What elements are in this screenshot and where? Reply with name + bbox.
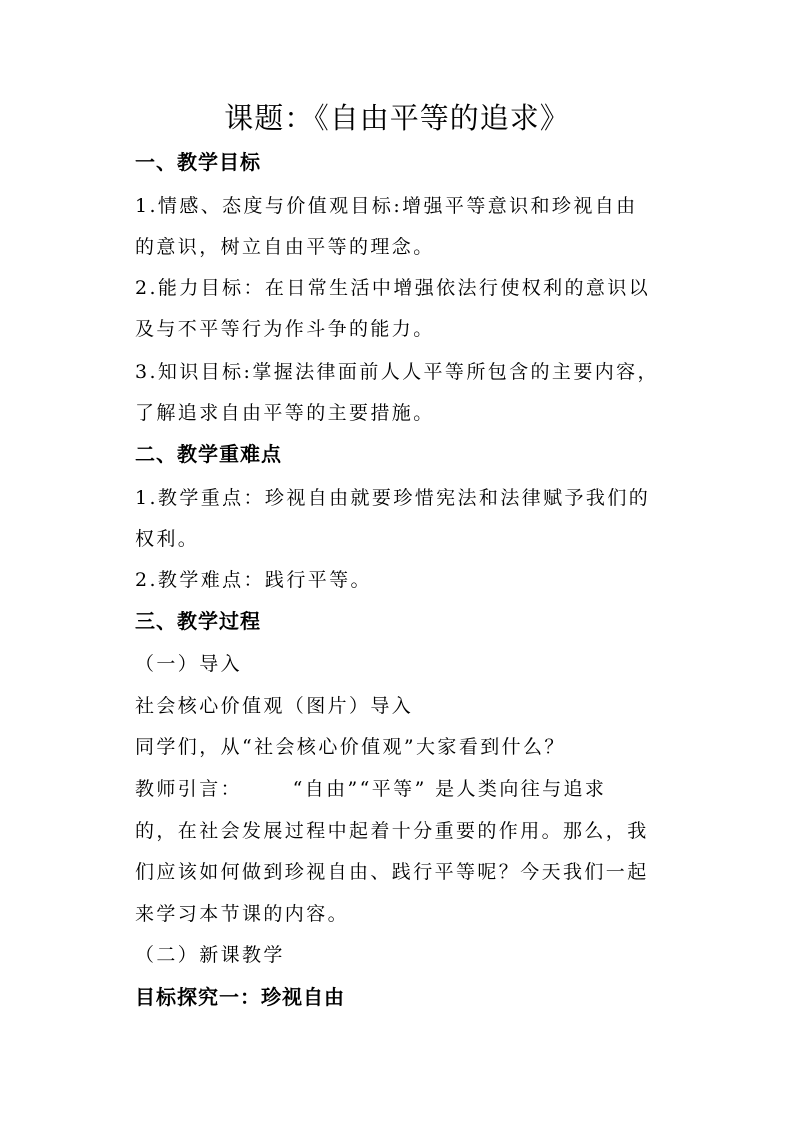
paragraph-line: 了解追求自由平等的主要措施。	[135, 402, 435, 424]
paragraph-line: 的，在社会发展过程中起着十分重要的作用。那么，我	[135, 820, 649, 842]
paragraph-line: 社会核心价值观（图片）导入	[135, 695, 414, 717]
paragraph-line: 1.教学重点：珍视自由就要珍惜宪法和法律赋予我们的	[135, 487, 651, 509]
section-heading-objectives: 一、教学目标	[135, 150, 261, 174]
section-heading-process: 三、教学过程	[135, 609, 261, 633]
paragraph-line: 及与不平等行为作斗争的能力。	[135, 318, 435, 340]
paragraph-line: 同学们，从“社会核心价值观”大家看到什么？	[135, 736, 566, 758]
paragraph-line: 3.知识目标:掌握法律面前人人平等所包含的主要内容，	[135, 361, 659, 383]
paragraph-line: 2.能力目标：在日常生活中增强依法行使权利的意识以	[135, 277, 651, 299]
section-heading-goal-one: 目标探究一：珍视自由	[135, 985, 345, 1009]
paragraph-line: 来学习本节课的内容。	[135, 903, 350, 925]
section-heading-key-points: 二、教学重难点	[135, 442, 282, 466]
paragraph-line: 2.教学难点：践行平等。	[135, 569, 372, 591]
paragraph-line: 们应该如何做到珍视自由、践行平等呢？今天我们一起	[135, 861, 649, 883]
page-title: 课题：《自由平等的追求》	[224, 101, 570, 135]
paragraph-line: 权利。	[135, 528, 200, 550]
subsection-heading: （一）导入	[135, 653, 243, 675]
paragraph-line: 的意识，树立自由平等的理念。	[135, 236, 435, 258]
subsection-heading: （二）新课教学	[135, 944, 285, 966]
paragraph-line: 教师引言： “自由”“平等” 是人类向往与追求	[135, 778, 607, 800]
paragraph-line: 1.情感、态度与价值观目标:增强平等意识和珍视自由	[135, 195, 638, 217]
